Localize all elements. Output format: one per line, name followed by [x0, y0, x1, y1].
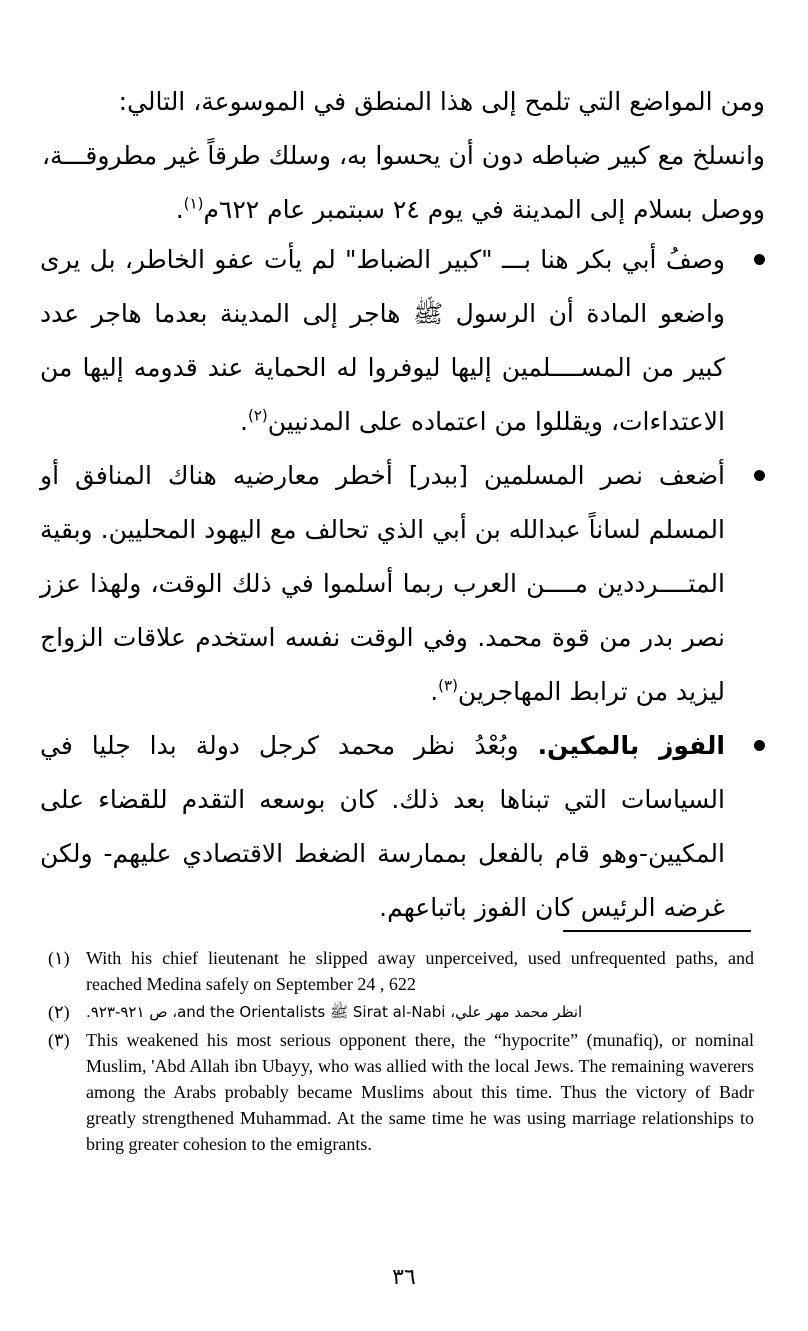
footnote-3 [48, 1027, 754, 1157]
bullet-paragraph-2 [40, 449, 725, 719]
bullet-paragraph-1 [40, 233, 725, 449]
footnote-1-text: With his chief lieutenant he slipped away unperceived, used unfrequented paths, and reached Medina safely on September 24 , 622 [86, 948, 754, 994]
bullet-dot-icon [754, 470, 765, 481]
footnote-3-number: (٣) [48, 1030, 70, 1050]
bullet-dot-icon [754, 740, 765, 751]
intro-line-2: وانسلخ مع كبير ضباطه دون أن يحسوا به، وسلك طرقاً غير مطروقـــة، [41, 141, 765, 170]
footnote-2-text: انظر محمد مهر علي، Sirat al-Nabi ﷺ and the Orientalists، ص ٩٢١-٩٢٣. [86, 1003, 583, 1021]
bullet-2-end: . [430, 677, 439, 706]
bullet-item-3 [40, 719, 765, 935]
bullet-1-end: . [240, 407, 248, 436]
footnote-ref-3[interactable]: (٣) [438, 676, 458, 695]
bullet-3-lead: الفوز بالمكين. [537, 731, 725, 760]
footnote-2-number: (٢) [48, 1002, 70, 1022]
footnotes [48, 945, 754, 1159]
bullet-item-1 [40, 233, 765, 449]
footnote-1 [48, 945, 754, 997]
bullet-dot-icon [754, 254, 765, 265]
page-number: ٣٦ [392, 1265, 416, 1290]
intro-line-3-text: ووصل بسلام إلى المدينة في يوم ٢٤ سبتمبر عام ٦٢٢م [203, 195, 765, 224]
bullet-paragraph-3 [40, 719, 725, 935]
bullet-list [40, 233, 765, 935]
footnote-1-number: (١) [48, 948, 70, 968]
footnote-ref-1[interactable]: (١) [183, 194, 204, 213]
footnote-2 [48, 999, 754, 1025]
bullet-item-2 [40, 449, 765, 719]
intro-line-3 [40, 183, 765, 237]
intro-block [40, 75, 765, 237]
bullet-3-text: وبُعْدُ نظر محمد كرجل دولة بدا جليا في السياسات التي تبناها بعد ذلك. كان بوسعه التقدم للقضاء على المكيين-وهو قام بالفعل بممارسة الضغط الاقتصادي عليهم- ولكن غرضه الرئيس كان الفوز باتباعهم. [40, 731, 725, 922]
footnote-separator [563, 930, 751, 932]
bullet-1-text: وصفُ أبي بكر هنا بـــ "كبير الضباط" لم يأت عفو الخاطر، بل يرى واضعو المادة أن الرسول ﷺ هاجر إلى المدينة بعدما هاجر عدد كبير من المســــلمين إليها ليوفروا له الحماية عند قدومه إليها من الاعتداءات، ويقللوا من اعتماده على المدنيين [40, 245, 725, 436]
bullet-2-text: أضعف نصر المسلمين [ببدر] أخطر معارضيه هناك المنافق أو المسلم لساناً عبدالله بن أبي الذي تحالف مع اليهود المحليين. وبقية المتــــرددين مــــن العرب ربما أسلموا في ذلك الوقت، ولهذا عزز نصر بدر من قوة محمد. وفي الوقت نفسه استخدم علاقات الزواج ليزيد من ترابط المهاجرين [40, 461, 725, 706]
intro-line-3-end: . [175, 195, 184, 224]
footnote-3-text: This weakened his most serious opponent there, the “hypocrite” (munafiq), or nominal Muslim, 'Abd Allah ibn Ubayy, who was allied with the local Jews. The remaining waverers among the Arabs probably became Muslims about this time. Thus the victory of Badr greatly strengthened Muhammad. At the same time he was using marriage relationships to bring greater cohesion to the emigrants. [86, 1030, 754, 1154]
intro-line-1: ومن المواضع التي تلمح إلى هذا المنطق في الموسوعة، التالي: [118, 87, 765, 116]
footnote-ref-2[interactable]: (٢) [247, 406, 268, 425]
